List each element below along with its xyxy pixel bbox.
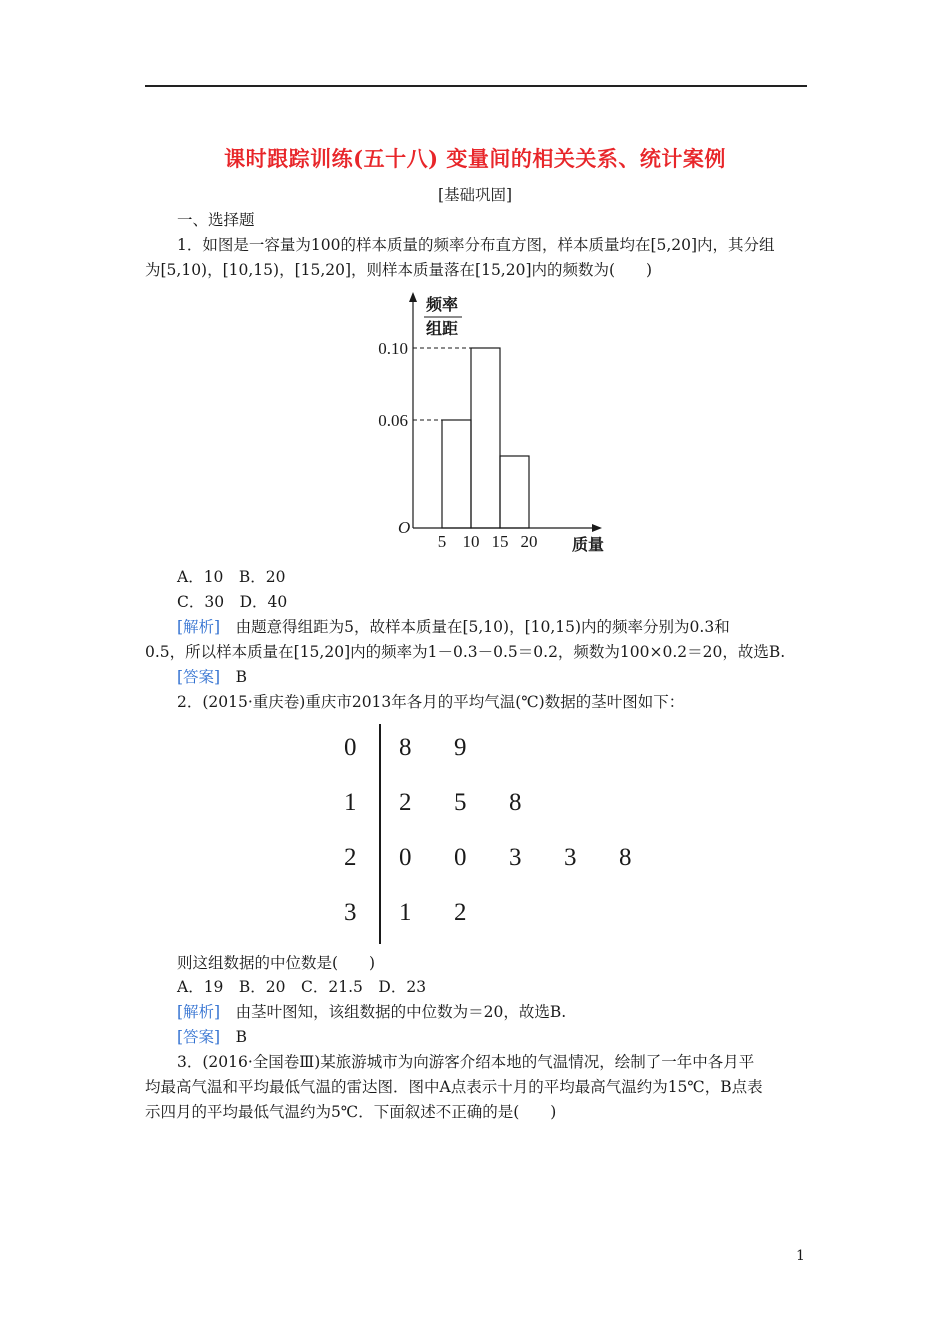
- leaf-value: 2: [454, 899, 467, 926]
- leaf-value: 9: [454, 734, 467, 761]
- stem-divider: [379, 724, 381, 944]
- q1-answer: [177, 667, 247, 687]
- analysis-tag: [解析]: [177, 618, 221, 636]
- q1-answer-value: B: [220, 668, 247, 686]
- histogram-chart: [360, 288, 620, 558]
- answer-tag: [答案]: [177, 1028, 221, 1046]
- leaf-value: 3: [564, 844, 577, 871]
- stem-value: 2: [344, 844, 357, 871]
- leaf-value: 5: [454, 789, 467, 816]
- q2-answer: [177, 1027, 247, 1047]
- y-label-top: 频率: [426, 297, 459, 314]
- histogram-bar: [500, 456, 529, 528]
- q3-text-line3: 示四月的平均最低气温约为5℃．下面叙述不正确的是( ): [145, 1103, 557, 1121]
- section-heading: 一、选择题: [177, 211, 255, 229]
- leaf-value: 0: [454, 844, 467, 871]
- histogram-bar: [442, 420, 471, 528]
- q1-text-line1: 1．如图是一容量为100的样本质量的频率分布直方图，样本质量均在[5,20]内，其分组: [177, 236, 775, 254]
- q1-options-line1: A．10 B．20: [177, 568, 286, 586]
- q1-text-line2: 为[5,10)，[10,15)，[15,20]，则样本质量落在[15,20]内的频数为( ): [145, 261, 653, 279]
- page-title: 课时跟踪训练(五十八) 变量间的相关关系、统计案例: [224, 146, 726, 171]
- leaf-value: 8: [619, 844, 632, 871]
- q1-analysis-line2: 0.5，所以样本质量在[15,20]内的频率为1－0.3－0.5＝0.2，频数为100×0.2＝20，故选B.: [145, 643, 786, 661]
- answer-tag: [答案]: [177, 668, 221, 686]
- leaf-value: 8: [509, 789, 522, 816]
- y-axis-arrow: [409, 292, 417, 302]
- origin-label: O: [398, 518, 411, 537]
- y-tick-label: 0.10: [378, 339, 408, 358]
- q2-question: 则这组数据的中位数是( ): [177, 954, 376, 972]
- leaf-value: 0: [399, 844, 412, 871]
- q2-options: A．19 B．20 C．21.5 D．23: [177, 978, 427, 996]
- q3-text-line1: 3．(2016·全国卷Ⅲ)某旅游城市为向游客介绍本地的气温情况，绘制了一年中各月平: [177, 1053, 755, 1071]
- x-tick-label: 20: [520, 532, 538, 551]
- leaf-value: 1: [399, 899, 412, 926]
- x-axis-label: 质量: [572, 537, 605, 554]
- q1-options-line2: C．30 D．40: [177, 593, 288, 611]
- leaf-value: 8: [399, 734, 412, 761]
- histogram-bar: [471, 348, 500, 528]
- q2-text-line1: 2．(2015·重庆卷)重庆市2013年各月的平均气温(℃)数据的茎叶图如下：: [177, 693, 685, 711]
- stem-leaf-plot: [330, 720, 660, 950]
- x-tick-label: 5: [437, 532, 447, 551]
- subtitle: [基础巩固]: [437, 186, 513, 204]
- header-rule: [145, 85, 807, 87]
- x-tick-label: 15: [491, 532, 509, 551]
- x-tick-label: 10: [462, 532, 480, 551]
- leaf-value: 3: [509, 844, 522, 871]
- stem-value: 0: [344, 734, 357, 761]
- q1-analysis-line1: [177, 617, 730, 637]
- analysis-tag: [解析]: [177, 1003, 221, 1021]
- q3-text-line2: 均最高气温和平均最低气温的雷达图．图中A点表示十月的平均最高气温约为15℃，B点表: [145, 1078, 763, 1096]
- q1-analysis-text: 由题意得组距为5，故样本质量在[5,10)，[10,15)内的频率分别为0.3和: [220, 618, 730, 636]
- leaf-value: 2: [399, 789, 412, 816]
- x-axis-arrow: [592, 524, 602, 532]
- q2-answer-value: B: [220, 1028, 247, 1046]
- q2-analysis-text: 由茎叶图知，该组数据的中位数为＝20，故选B.: [220, 1003, 567, 1021]
- page-number: 1: [796, 1248, 805, 1264]
- stem-value: 3: [344, 899, 357, 926]
- y-label-bottom: 组距: [426, 321, 459, 338]
- y-tick-label: 0.06: [378, 411, 408, 430]
- q2-analysis: [177, 1002, 566, 1022]
- stem-value: 1: [344, 789, 357, 816]
